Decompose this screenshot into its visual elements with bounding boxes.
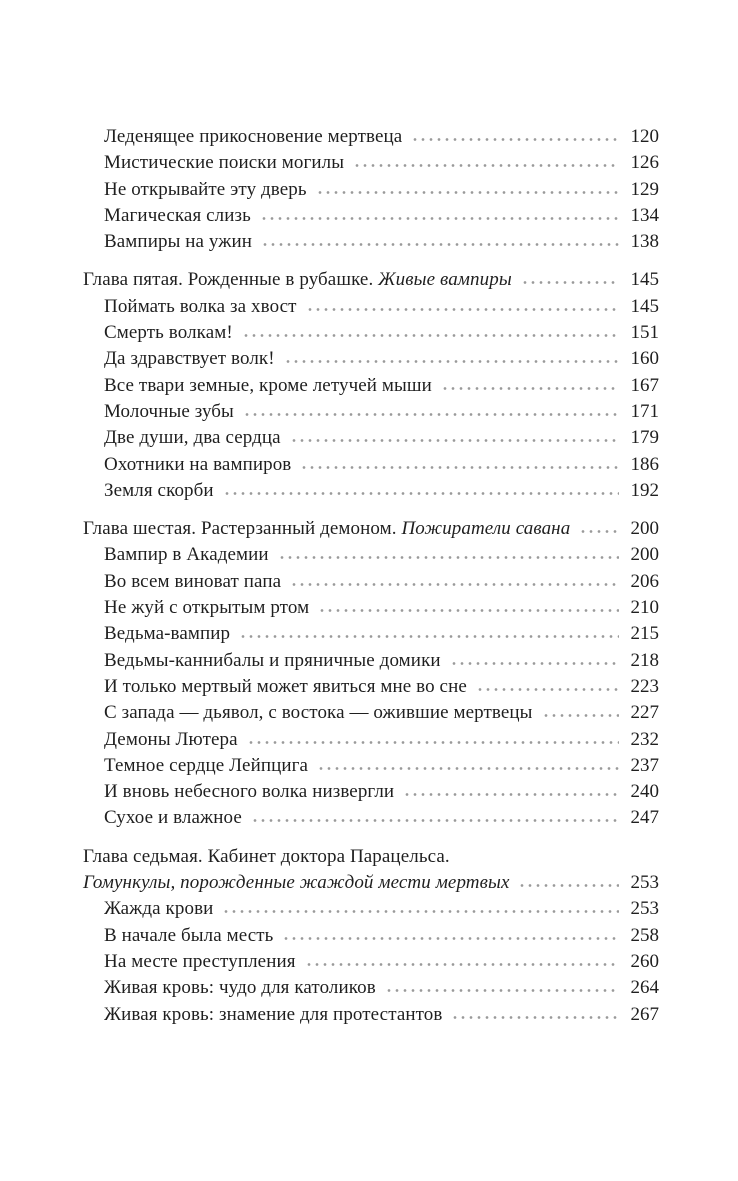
toc-section-chapter-6 bbox=[83, 516, 659, 832]
entry-title: Темное сердце Лейпцига bbox=[104, 754, 309, 776]
toc-entry bbox=[83, 569, 659, 595]
entry-title: Жажда крови bbox=[104, 898, 214, 920]
toc-entry bbox=[83, 674, 659, 700]
entry-title: Смерть волкам! bbox=[104, 322, 233, 344]
toc-entry bbox=[83, 949, 659, 975]
entry-title: Вампир в Академии bbox=[104, 544, 269, 566]
dot-leader bbox=[250, 818, 619, 823]
entry-page-number: 145 bbox=[630, 295, 659, 317]
entry-title: И только мертвый может явиться мне во сне bbox=[104, 675, 467, 697]
entry-page-number: 167 bbox=[630, 374, 659, 396]
entry-title: Сухое и влажное bbox=[104, 807, 242, 829]
entry-page-number: 129 bbox=[630, 178, 659, 200]
entry-page-number: 210 bbox=[630, 597, 659, 619]
toc-entry bbox=[83, 975, 659, 1001]
dot-leader bbox=[520, 280, 619, 285]
chapter-title-text: Глава шестая. Растерзанный демоном. bbox=[83, 518, 402, 540]
chapter-heading-line1 bbox=[83, 844, 659, 870]
entry-page-number: 215 bbox=[630, 623, 659, 645]
entry-title: Земля скорби bbox=[104, 479, 214, 501]
toc-entry bbox=[83, 753, 659, 779]
toc-entry bbox=[83, 621, 659, 647]
toc-entry bbox=[83, 542, 659, 568]
chapter-title bbox=[83, 267, 512, 293]
dot-leader bbox=[305, 307, 619, 312]
dot-leader bbox=[517, 883, 619, 888]
toc-section-chapter-7 bbox=[83, 844, 659, 1028]
toc-entry bbox=[83, 779, 659, 805]
dot-leader bbox=[246, 740, 619, 745]
dot-leader bbox=[260, 242, 619, 247]
dot-leader bbox=[410, 137, 619, 142]
entry-page-number: 227 bbox=[630, 702, 659, 724]
entry-title: На месте преступления bbox=[104, 950, 296, 972]
table-of-contents bbox=[83, 124, 659, 1028]
toc-entry bbox=[83, 648, 659, 674]
entry-page-number: 218 bbox=[630, 649, 659, 671]
entry-title: С запада — дьявол, с востока — ожившие мертвецы bbox=[104, 702, 533, 724]
toc-entry bbox=[83, 373, 659, 399]
entry-page-number: 179 bbox=[630, 427, 659, 449]
entry-title: Живая кровь: чудо для католиков bbox=[104, 977, 376, 999]
chapter-page-number: 145 bbox=[630, 269, 659, 291]
entry-title: Не открывайте эту дверь bbox=[104, 178, 307, 200]
toc-entry bbox=[83, 478, 659, 504]
chapter-heading bbox=[83, 516, 659, 542]
entry-title: Во всем виноват папа bbox=[104, 570, 282, 592]
entry-title: Леденящее прикосновение мертвеца bbox=[104, 126, 403, 147]
entry-page-number: 260 bbox=[630, 950, 659, 972]
entry-page-number: 126 bbox=[630, 152, 659, 174]
entry-page-number: 120 bbox=[630, 126, 659, 147]
dot-leader bbox=[352, 163, 619, 168]
entry-page-number: 267 bbox=[630, 1003, 659, 1025]
dot-leader bbox=[238, 634, 619, 639]
dot-leader bbox=[578, 529, 619, 534]
chapter-heading bbox=[83, 267, 659, 293]
entry-title: Магическая слизь bbox=[104, 204, 251, 226]
toc-entry bbox=[83, 203, 659, 229]
dot-leader bbox=[222, 491, 619, 496]
toc-entry bbox=[83, 399, 659, 425]
toc-entry bbox=[83, 425, 659, 451]
entry-page-number: 264 bbox=[630, 977, 659, 999]
toc-entry bbox=[83, 124, 659, 150]
entry-title: Да здравствует волк! bbox=[104, 348, 275, 370]
entry-page-number: 200 bbox=[630, 544, 659, 566]
dot-leader bbox=[402, 792, 619, 797]
toc-entry bbox=[83, 229, 659, 255]
toc-entry bbox=[83, 805, 659, 831]
entry-page-number: 247 bbox=[630, 807, 659, 829]
dot-leader bbox=[316, 766, 619, 771]
dot-leader bbox=[242, 412, 619, 417]
toc-entry bbox=[83, 294, 659, 320]
entry-title: Демоны Лютера bbox=[104, 728, 238, 750]
dot-leader bbox=[259, 216, 619, 221]
chapter-title bbox=[83, 516, 570, 542]
entry-page-number: 138 bbox=[630, 231, 659, 253]
dot-leader bbox=[277, 555, 619, 560]
dot-leader bbox=[289, 582, 619, 587]
toc-entry bbox=[83, 346, 659, 372]
entry-page-number: 223 bbox=[630, 675, 659, 697]
entry-title: Охотники на вампиров bbox=[104, 453, 292, 475]
dot-leader bbox=[304, 962, 619, 967]
toc-entry bbox=[83, 177, 659, 203]
dot-leader bbox=[440, 386, 619, 391]
entry-title: Мистические поиски могилы bbox=[104, 152, 345, 174]
entry-page-number: 240 bbox=[630, 781, 659, 803]
entry-title: Ведьмы-каннибалы и пряничные домики bbox=[104, 649, 441, 671]
toc-entry bbox=[83, 896, 659, 922]
dot-leader bbox=[299, 465, 619, 470]
toc-entry bbox=[83, 595, 659, 621]
dot-leader bbox=[315, 190, 619, 195]
entry-page-number: 186 bbox=[630, 453, 659, 475]
toc-entry bbox=[83, 700, 659, 726]
entry-page-number: 160 bbox=[630, 348, 659, 370]
toc-entry bbox=[83, 452, 659, 478]
chapter-page-number: 253 bbox=[630, 872, 659, 894]
entry-page-number: 232 bbox=[630, 728, 659, 750]
entry-title: Две души, два сердца bbox=[104, 427, 281, 449]
entry-title: И вновь небесного волка низвергли bbox=[104, 781, 395, 803]
entry-title: Ведьма-вампир bbox=[104, 623, 231, 645]
toc-entry bbox=[83, 1002, 659, 1028]
toc-section-previous-chapter bbox=[83, 124, 659, 255]
dot-leader bbox=[384, 988, 619, 993]
entry-title: В начале была месть bbox=[104, 924, 274, 946]
dot-leader bbox=[283, 359, 619, 364]
entry-title: Вампиры на ужин bbox=[104, 231, 253, 253]
entry-title: Не жуй с открытым ртом bbox=[104, 597, 310, 619]
chapter-heading-line2 bbox=[83, 870, 659, 896]
toc-entry bbox=[83, 150, 659, 176]
entry-page-number: 258 bbox=[630, 924, 659, 946]
entry-page-number: 253 bbox=[630, 898, 659, 920]
dot-leader bbox=[475, 687, 619, 692]
entry-page-number: 151 bbox=[630, 322, 659, 344]
dot-leader bbox=[221, 909, 619, 914]
entry-title: Поймать волка за хвост bbox=[104, 295, 297, 317]
dot-leader bbox=[241, 333, 619, 338]
dot-leader bbox=[289, 438, 619, 443]
chapter-subtitle-italic: Пожиратели савана bbox=[401, 518, 571, 540]
toc-section-chapter-5 bbox=[83, 267, 659, 504]
entry-page-number: 134 bbox=[630, 204, 659, 226]
entry-title: Все твари земные, кроме летучей мыши bbox=[104, 374, 432, 396]
dot-leader bbox=[541, 713, 619, 718]
toc-entry bbox=[83, 320, 659, 346]
entry-page-number: 192 bbox=[630, 479, 659, 501]
entry-title: Живая кровь: знамение для протестантов bbox=[104, 1003, 443, 1025]
chapter-title-text: Глава пятая. Рожденные в рубашке. bbox=[83, 269, 379, 291]
dot-leader bbox=[317, 608, 619, 613]
entry-page-number: 206 bbox=[630, 570, 659, 592]
entry-title: Молочные зубы bbox=[104, 400, 234, 422]
dot-leader bbox=[449, 661, 619, 666]
dot-leader bbox=[450, 1015, 619, 1020]
chapter-page-number: 200 bbox=[630, 518, 659, 540]
chapter-subtitle-italic: Гомункулы, порожденные жаждой мести мертвых bbox=[83, 872, 510, 894]
toc-entry bbox=[83, 923, 659, 949]
dot-leader bbox=[281, 936, 619, 941]
chapter-subtitle-italic: Живые вампиры bbox=[378, 269, 512, 291]
toc-entry bbox=[83, 727, 659, 753]
chapter-title-text: Глава седьмая. Кабинет доктора Парацельса. bbox=[83, 845, 450, 867]
entry-page-number: 237 bbox=[630, 754, 659, 776]
entry-page-number: 171 bbox=[630, 400, 659, 422]
